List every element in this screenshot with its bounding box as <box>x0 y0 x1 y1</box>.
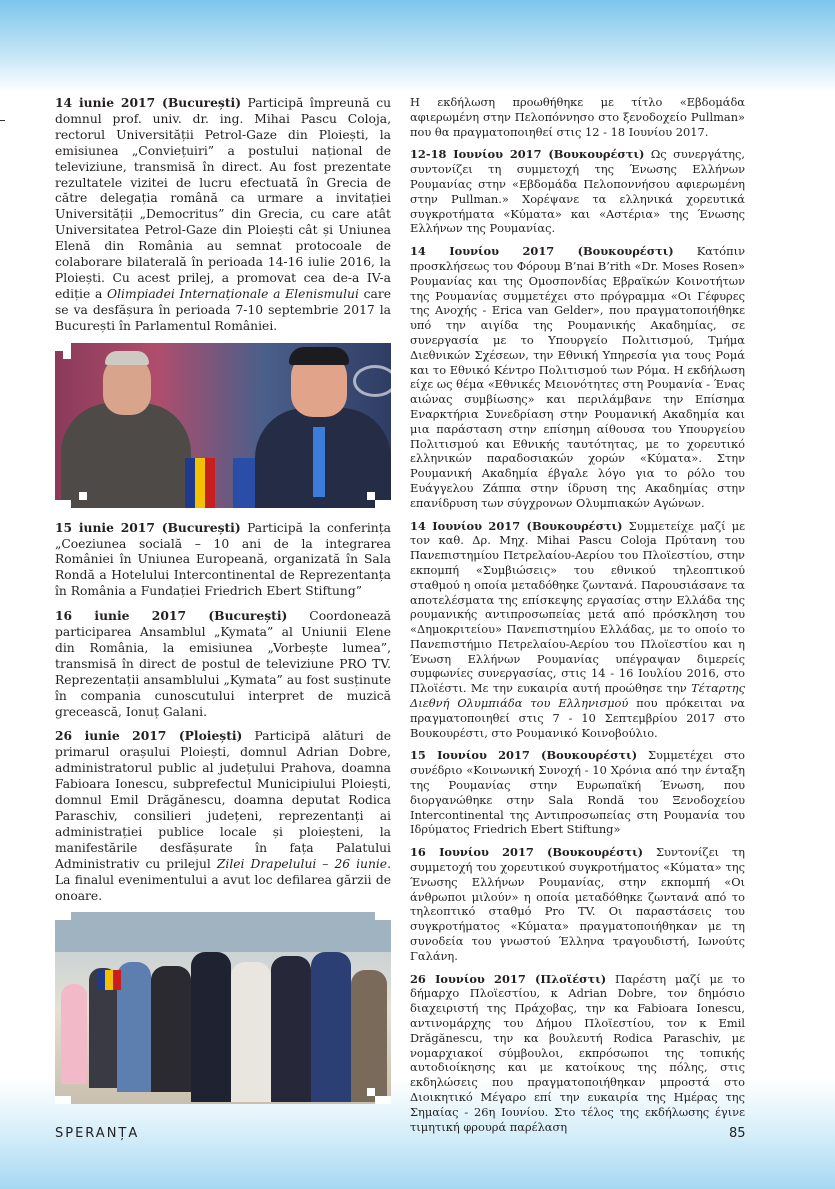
paragraph-text: που πρόκειται να πραγματοποιηθεί στις 7 - 10 Σεπτεμβρίου 2017 στο Βουκουρέστι, στο Ρουμανικό Κοινοβούλιο. <box>410 696 745 740</box>
paragraph-italic: Olimpiadei Internaționale a Elenismului <box>107 286 359 301</box>
paragraph-text: Participă alături de primarul orașului Ploiești, domnul Adrian Dobre, administratorul public al județului Prahova, doamna Fabioara Ionescu, subprefectul Municipiului Ploiești, domnul Emil Drăgănescu, doamna deputat Rodica Paraschiv, consilieri județeni, reprezentanți ai administrației publice locale și ploieșteni, la manifestările desfășurate în fața Palatului Administrativ cu prilejul <box>55 729 391 871</box>
paragraph-text: Ως συνεργάτης, συντονίζει τη συμμετοχή της Ένωσης Ελλήνων Ρουμανίας στην «Εβδομάδα Πελοποννήσου αφιερωμένη στην Pullman.» Χορέψανε τα ελληνικά χορευτικά συγκροτήματα «Κύματα» και «Αστέρια» της Ένωσης Ελλήνων της Ρουμανίας. <box>410 147 746 236</box>
right-column <box>410 95 745 1142</box>
paragraph-date: 15 iunie 2017 (București) <box>55 519 241 535</box>
tv-studio-photo <box>55 343 391 508</box>
paragraph-text: Participă la conferința „Coeziunea socială – 10 ani de la integrarea României în Uniunea Europeană, organizată în Sala Rondă a Hotelului Intercontinental de Reprezentanța în România a Fundației Friedrich Ebert Stiftung” <box>55 520 391 599</box>
paragraph-26-iouniou <box>410 972 745 1135</box>
paragraph-italic: Τέταρτης Διεθνή Ολυμπιάδα του Ελληνισμού <box>410 681 745 711</box>
paragraph-16-iunie <box>55 608 391 720</box>
paragraph-12-18-iouniou <box>410 147 745 236</box>
paragraph-text: Κατόπιν προσκλήσεως του Φόρουμ B’nai B’rith «Dr. Moses Rosen» Ρουμανίας και της Ομοσπονδίας Εβραϊκών Κοινοτήτων της Ρουμανίας συμμετέχει στο πρόγραμμα «Οι Γέφυρες της Ανοχής - Erica van Gelder», που πραγματοποιήθηκε υπό την αιγίδα της Ρουμανικής Ακαδημίας, σε συνεργασία με το Υπουργείο Πολιτισμού, Τμήμα Διεθνικών Σχέσεων, την Εθνική Υπηρεσία για τους Ρομά και το Εθνικό Κέντρο Πολιτισμού των Ρόμα. Η εκδήλωση είχε ως θέμα «Εθνικές Μειονότητες στη Ρουμανία - Ένας αιώνας συμβίωσης» και περιλάμβανε την Επίσημα Εναρκτήρια Συνεδρίαση στην Ρουμανική Ακαδημία και μια παράσταση στην επίσημη αίθουσα του Υπουργείου Πολιτισμού και Εθνικής ταυτότητας, με το χορευτικό ελληνικών παραδοσιακών χορών «Κύματα». Στην Ρουμανική Ακαδημία έβγαλε λόγο για το ρόλο του Ευάγγελου Ζάππα στην ίδρυση της Ακαδημίας στην επανίδρυση των σύγχρονων Ολυμπιακών Αγώνων. <box>410 244 746 510</box>
paragraph-text: Coordonează participarea Ansamblul „Kymata” al Uniunii Elene din România, la emisiunea „Vorbește lumea”, transmisă în direct de postul de televiziune PRO TV. Reprezentații ansamblului „Kymata” au fost susținute în compania cunoscutului interpret de muzică grecească, Ionuț Galani. <box>55 609 392 719</box>
paragraph-date: 16 Ιουνίου 2017 (Βουκουρέστι) <box>410 845 644 860</box>
paragraph-date: 14 iunie 2017 (București) <box>55 95 242 110</box>
page-number: 85 <box>729 1126 746 1141</box>
crop-mark <box>0 120 5 121</box>
paragraph-date: 14 Ιουνίου 2017 (Βουκουρέστι) <box>410 518 623 533</box>
magazine-name: SPERANȚA <box>55 1126 140 1141</box>
paragraph-date: 15 Ιουνίου 2017 (Βουκουρέστι) <box>410 748 638 763</box>
paragraph-text: Συμμετείχε μαζί με τον καθ. Δρ. Μηχ. Mihai Pascu Coloja Πρύτανη του Πανεπιστημίου Πετρελαίου-Αερίου του Πλοϊεστίου, στην εκπομπή «Συμβιώσεις» του εθνικού τηλεοπτικού σταθμού η οποία μεταδόθηκε ζωντανά. Παρουσιάσανε τα αποτελέσματα της επίσκεψης εργασίας στην Ελλάδα της ρουμανικής αντιπροσωπείας μετά από πρόσκληση του «Δημοκριτείου» Πανεπιστημίου Ελλάδας, με το οποίο το Πανεπιστήμιο Πετρελαίου-Αερίου του Πλοϊεστίου και η Ένωση Ελλήνων Ρουμανίας υπέγραψαν διμερείς συμφωνίες συνεργασίας, στις 14 - 16 Ιουλίου 2016, στο Πλοϊέστι. Με την ευκαιρία αυτή προώθησε την <box>410 518 745 696</box>
paragraph-date: 12-18 Ιουνίου 2017 (Βουκουρέστι) <box>410 147 645 162</box>
paragraph-text: . La finalul evenimentului a avut loc defilarea gărzii de onoare. <box>55 856 392 903</box>
paragraph-26-iunie <box>55 728 391 904</box>
paragraph-15-iunie <box>55 520 391 601</box>
paragraph-text: Η εκδήλωση προωθήθηκε με τίτλο «Εβδομάδα αφιερωμένη στην Πελοπόννησο στο ξενοδοχείο Pullman» που θα πραγματοποιηθεί στις 12 - 18 Ιουνίου 2017. <box>410 95 745 139</box>
paragraph-14-iunie <box>55 95 391 335</box>
paragraph-continuation <box>410 95 745 139</box>
paragraph-date: 16 iunie 2017 (București) <box>55 608 288 624</box>
paragraph-16-iouniou <box>410 845 745 963</box>
header-band <box>0 0 835 92</box>
paragraph-text: Παρέστη μαζί με το δήμαρχο Πλοϊεστίου, κ Adrian Dobre, τον δημόσιο διαχειριστή της Πράχοβας, την κα Fabioara Ionescu, αντινομάρχης του Δήμου Πλοϊεστίου, τον κ Emil Drăgănescu, την κα βουλευτή Rodica Paraschiv, με νομαρχιακοί σύμβουλοι, εκπρόσωποι της τοπικής αυτοδιοίκησης και με κατοίκους της πόλης, στις εκδηλώσεις που πραγματοποιήθηκαν μπροστά στο Διοικητικό Μέγαρο επί την ευκαιρία της Ημέρας της Σημαίας - 26η Ιουνίου. Στο τέλος της εκδήλωσης έγινε τιμητική φρουρά παρέλαση <box>410 971 745 1134</box>
paragraph-date: 14 Ιουνίου 2017 (Βουκουρέστι) <box>410 244 674 259</box>
paragraph-text: care se va desfășura în perioada 7-10 septembrie 2017 la București în Parlamentul României. <box>55 286 391 333</box>
flag-day-group-photo <box>55 912 391 1104</box>
paragraph-text: Συντονίζει τη συμμετοχή του χορευτικού συγκροτήματος «Κύματα» της Ένωσης Ελλήνων Ρουμανίας, στην εκπομπή «Οι άνθρωποι μιλούν» η οποία μεταδόθηκε ζωντανά από το τηλεοπτικό σταθμό Pro TV. Οι παραστάσεις του συγκροτήματος «Κύματα» πραγματοποιήθηκαν με τη συνοδεία του γνωστού Έλληνα τραγουδιστή, Ιωνούτς Γαλάνη. <box>410 845 745 963</box>
paragraph-date: 26 iunie 2017 (Ploiești) <box>55 728 243 744</box>
paragraph-text: Participă împreună cu domnul prof. univ. dr. ing. Mihai Pascu Coloja, rectorul Universității Petrol-Gaze din Ploiești, la emisiunea „Conviețuiri” a postului național de televiziune, transmisă în direct. Au fost prezentate rezultatele vizitei de lucru efectuată în Grecia de către delegația română ca urmare a invitației Universității „Democritus” din Grecia, cu care atât Universitatea Petrol-Gaze din Ploiești cât și Uniunea Elenă din România au semnat protocoale de colaborare bilaterală în perioada 14-16 iulie 2016, la Ploiești. Cu acest prilej, a promovat cea de-a IV-a ediție a <box>55 96 392 301</box>
left-column <box>55 95 391 1116</box>
paragraph-text: Συμμετέχει στο συνέδριο «Κοινωνική Συνοχή - 10 Χρόνια από την ένταξη της Ρουμανίας στην Ευρωπαϊκή Ένωση, που διοργανώθηκε στην Sala Rondă του Ξενοδοχείου Intercontinental της Αντιπροσωπείας στη Ρουμανία του Ιδρύματος Friedrich Ebert Stiftung» <box>410 748 745 837</box>
paragraph-15-iouniou <box>410 748 745 837</box>
paragraph-14-iouniou-a <box>410 244 745 510</box>
paragraph-italic: Zilei Drapelului – 26 iunie <box>216 856 388 871</box>
paragraph-date: 26 Ιουνίου 2017 (Πλοϊέστι) <box>410 971 607 986</box>
paragraph-14-iouniou-b <box>410 519 745 741</box>
